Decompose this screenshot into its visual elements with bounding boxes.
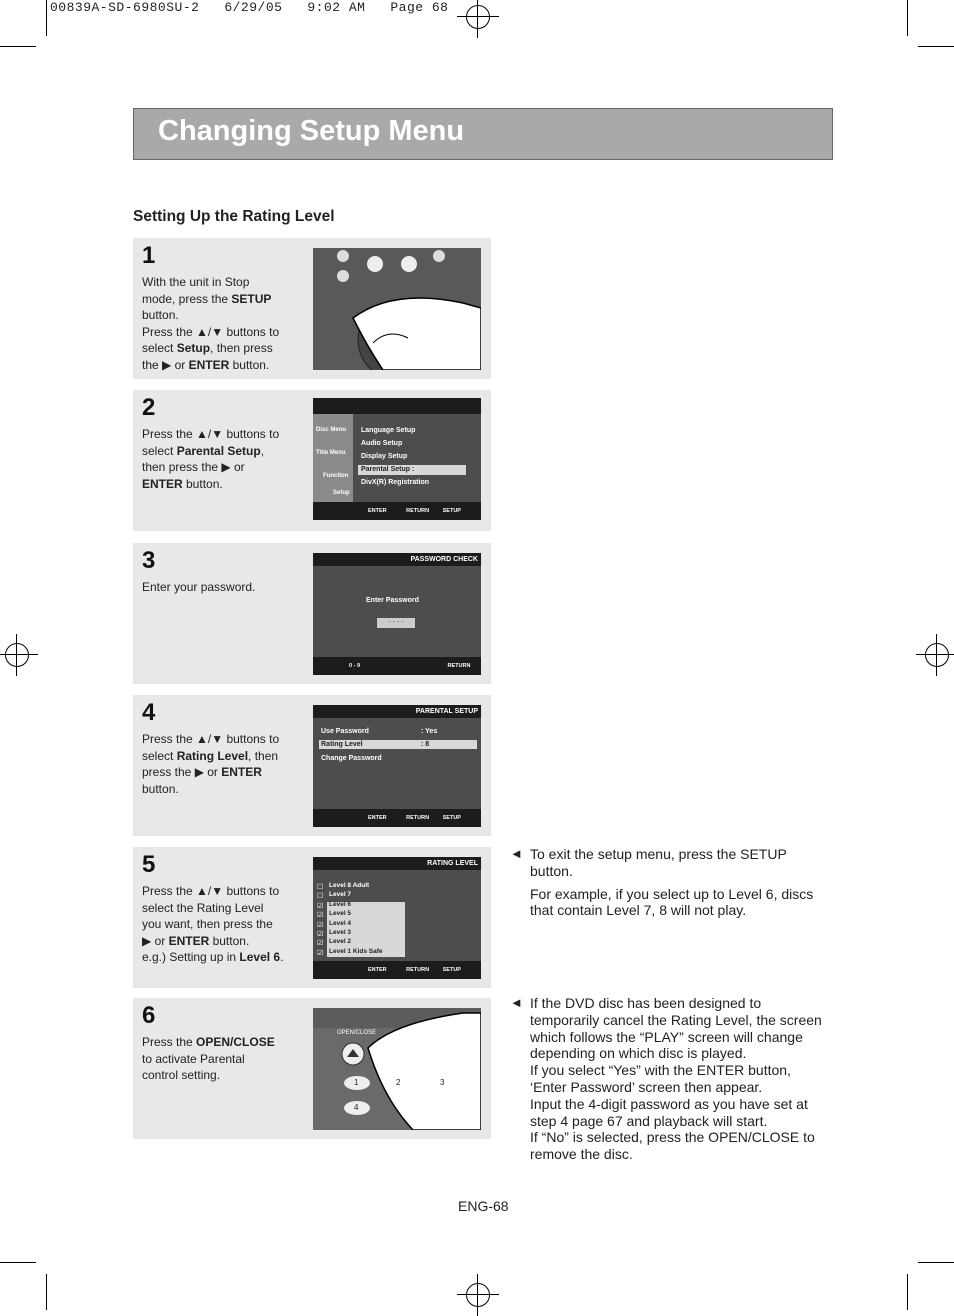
password-prompt: Enter Password [366,597,419,604]
step-2 [133,390,491,531]
step-number: 2 [142,394,156,421]
key-2[interactable]: 2 [396,1078,401,1087]
registration-mark [925,643,949,667]
step-text: With the unit in Stop mode, press the SETUP button. Press the ▲/▼ buttons to select Setup, then press the ▶ or ENTER button. [142,275,280,372]
step-4 [133,695,491,836]
note-exit: To exit the setup menu, press the SETUP button. For example, if you select up to Level 6, discs that contain Level 7, 8 will not play. [530,846,814,919]
title-bar [133,108,833,160]
section-title: Setting Up the Rating Level [133,208,335,225]
step-6 [133,998,491,1139]
password-field[interactable]: - - - - [377,618,415,628]
password-screen [313,553,481,675]
osd-title: PASSWORD CHECK [313,553,481,566]
open-close-label: OPEN/CLOSE [337,1030,377,1036]
step-number: 4 [142,699,156,726]
parental-setup-screen [313,705,481,827]
menu-function[interactable]: Function [323,473,349,479]
page-title: Changing Setup Menu [158,115,465,147]
crop-mark [46,0,47,36]
osd-bottom-bar: ENTER RETURN SETUP [313,502,481,520]
osd-bottom-bar: ENTER RETURN SETUP [313,809,481,827]
remote-illustration [313,248,481,370]
use-password-value: : Yes [421,728,438,735]
note-temporary-cancel: If the DVD disc has been designed to temporarily cancel the Rating Level, the screen which follows the “PLAY” screen will change depending on which disc is played. If you select “Yes” with the ENTER button, ‘Enter Password’ screen then appear. Input the 4-digit password as you have set at step 4 page 67 and playback will start. If “No” is selected, press the OPEN/CLOSE to remove the disc. [530,995,822,1163]
menu-item-selected[interactable]: Parental Setup : [361,466,415,473]
step-number: 5 [142,851,156,878]
menu-item[interactable]: DivX(R) Registration [361,479,430,486]
key-1[interactable]: 1 [354,1078,359,1087]
step-number: 1 [142,242,156,269]
note-arrow-icon: ◄ [510,995,523,1010]
remote-setup-icon [313,248,481,370]
registration-mark [466,1283,490,1307]
menu-item[interactable]: Display Setup [361,453,408,460]
registration-mark [5,643,29,667]
step-text: Press the OPEN/CLOSE to activate Parental control setting. [142,1035,275,1083]
registration-mark [466,5,490,29]
crop-mark [907,0,908,36]
menu-setup[interactable]: Setup [333,490,350,496]
osd-bottom-bar: ENTER RETURN SETUP [313,961,481,979]
key-4[interactable]: 4 [354,1103,359,1112]
menu-title[interactable]: Title Menu [316,450,346,456]
crop-mark [918,1262,954,1263]
menu-disc[interactable]: Disc Menu [316,427,347,433]
crop-mark [918,46,954,47]
rating-level-screen [313,857,481,979]
use-password-row[interactable]: Use Password [321,728,369,735]
crop-mark [907,1274,908,1310]
step-5 [133,847,491,988]
page-number: ENG-68 [458,1198,509,1214]
step-text: Press the ▲/▼ buttons to select Rating Level, then press the ▶ or ENTER button. [142,732,280,796]
menu-item[interactable]: Language Setup [361,427,416,434]
key-3[interactable]: 3 [440,1078,445,1087]
setup-menu-screen [313,398,481,520]
osd-bottom-bar: 0 - 9 RETURN [313,657,481,675]
crop-mark [0,1262,36,1263]
step-1 [133,238,491,379]
step-text: Enter your password. [142,580,256,594]
rating-level-row[interactable]: Rating Level [321,741,363,748]
remote-keypad-icon [313,1008,481,1130]
remote-openclose-illustration [313,1008,481,1130]
checkbox-column: ☐ ☐ ☑ ☑ ☑ ☑ ☑ ☑ [317,884,324,957]
step-number: 3 [142,547,156,574]
step-3 [133,543,491,684]
crop-mark [0,46,36,47]
step-text: Press the ▲/▼ buttons to select the Rating Level you want, then press the ▶ or ENTER button. e.g.) Setting up in Level 6. [142,884,284,965]
menu-item[interactable]: Audio Setup [361,440,403,447]
change-password-row[interactable]: Change Password [321,755,382,762]
rating-level-value: : 8 [421,741,430,748]
osd-title: PARENTAL SETUP [313,705,481,718]
step-number: 6 [142,1002,156,1029]
step-text: Press the ▲/▼ buttons to select Parental Setup, then press the ▶ or ENTER button. [142,427,280,491]
level-list[interactable]: Level 8 Adult Level 7 Level 6 Level 5 Level 4 Level 3 Level 2 Level 1 Kids Safe [329,882,383,955]
print-header: 00839A-SD-6980SU-2 6/29/05 9:02 AM Page 68 [50,0,449,15]
note-arrow-icon: ◄ [510,846,523,861]
crop-mark [46,1274,47,1310]
osd-title: RATING LEVEL [313,857,481,870]
